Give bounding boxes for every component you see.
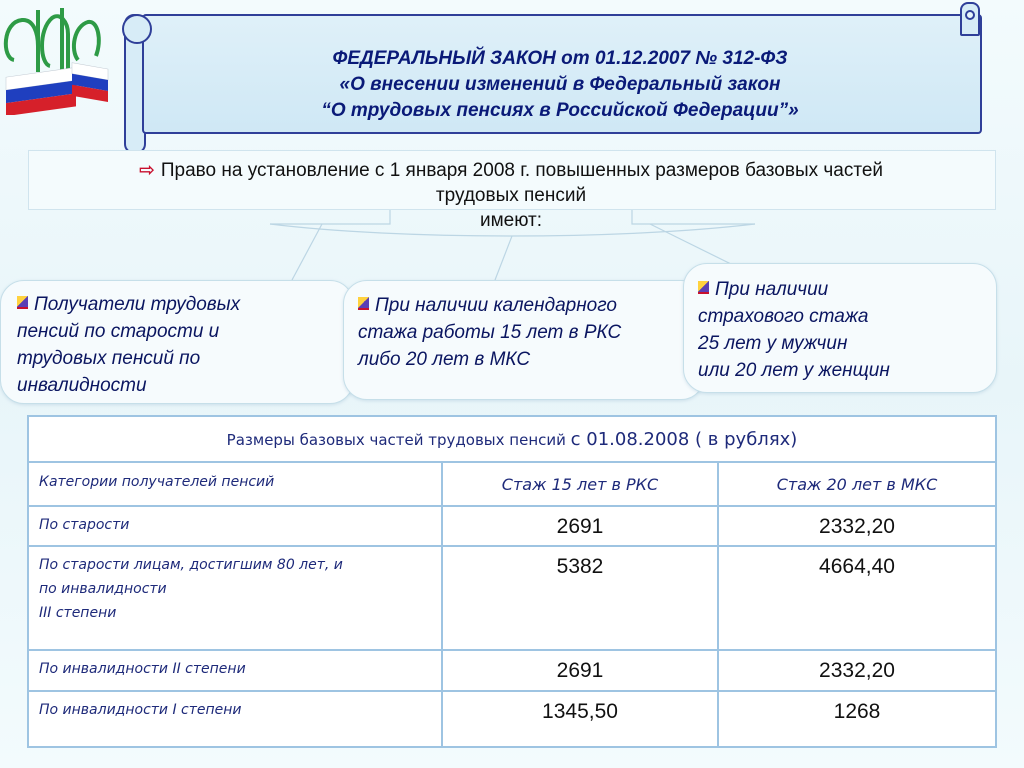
base-pension-table [27,415,997,748]
row-category-line: По старости лицам, достигшим 80 лет, и [39,557,343,573]
card3-line3: 25 лет у мужчин [698,333,848,354]
column-header-category: Категории получателей пенсий [28,462,442,506]
law-title-line1: ФЕДЕРАЛЬНЫЙ ЗАКОН от 01.12.2007 № 312-ФЗ [332,48,788,69]
row-value-rks: 2691 [442,650,718,691]
card1-line4: инвалидности [17,375,147,396]
card-calendar-service-text [358,292,621,373]
scroll-right-dot [965,10,975,20]
row-category [28,650,442,691]
law-title-banner [122,0,984,152]
pfr-logo [0,0,115,115]
row-category-line: III степени [39,605,117,621]
row-value-mks: 2332,20 [718,506,996,546]
arrow-right-icon: ⇨ [138,160,155,181]
row-value-rks: 5382 [442,546,718,650]
card3-line4: или 20 лет у женщин [698,360,890,381]
row-category-line: По инвалидности I степени [39,702,242,718]
row-value-rks: 2691 [442,506,718,546]
card1-line2: пенсий по старости и [17,321,220,342]
card-insurance-service-text [698,276,890,384]
row-value-mks: 4664,40 [718,546,996,650]
scroll-top-roll [122,14,152,44]
bullet-icon [358,297,369,310]
law-title-line3: “О трудовых пенсиях в Российской Федерации”» [321,100,799,121]
row-category [28,691,442,747]
row-category-line: По старости [39,517,130,533]
table-row [28,650,996,691]
table-row [28,691,996,747]
card2-line1: При наличии календарного [375,295,617,316]
column-header-rks: Стаж 15 лет в РКС [442,462,718,506]
card3-line2: страхового стажа [698,306,869,327]
table-row [28,546,996,650]
right-statement-line3: имеют: [479,210,543,231]
card1-line3: трудовых пенсий по [17,348,201,369]
table-row [28,506,996,546]
card2-line2: стажа работы 15 лет в РКС [358,322,622,343]
row-category [28,506,442,546]
bullet-icon [698,281,709,294]
table-title-suffix: с 01.08.2008 ( в рублях) [570,428,798,450]
column-header-mks: Стаж 20 лет в МКС [718,462,996,506]
row-category-line: по инвалидности [39,581,167,597]
row-category-line: По инвалидности II степени [39,661,246,677]
card2-line3: либо 20 лет в МКС [358,349,531,370]
row-value-mks: 2332,20 [718,650,996,691]
card1-line1: Получатели трудовых [34,294,241,315]
row-value-rks: 1345,50 [442,691,718,747]
row-category [28,546,442,650]
law-title [142,46,978,124]
right-statement-line1: Право на установление с 1 января 2008 г. повышенных размеров базовых частей [160,160,884,181]
card3-line1: При наличии [715,279,829,300]
table-title-prefix: Размеры базовых частей трудовых пенсий [226,430,566,449]
right-statement-line2: трудовых пенсий [435,185,587,206]
table-title [28,416,996,462]
card-pension-recipients-text [17,291,240,399]
row-value-mks: 1268 [718,691,996,747]
bullet-icon [17,296,28,309]
law-title-line2: «О внесении изменений в Федеральный закон [339,74,781,95]
